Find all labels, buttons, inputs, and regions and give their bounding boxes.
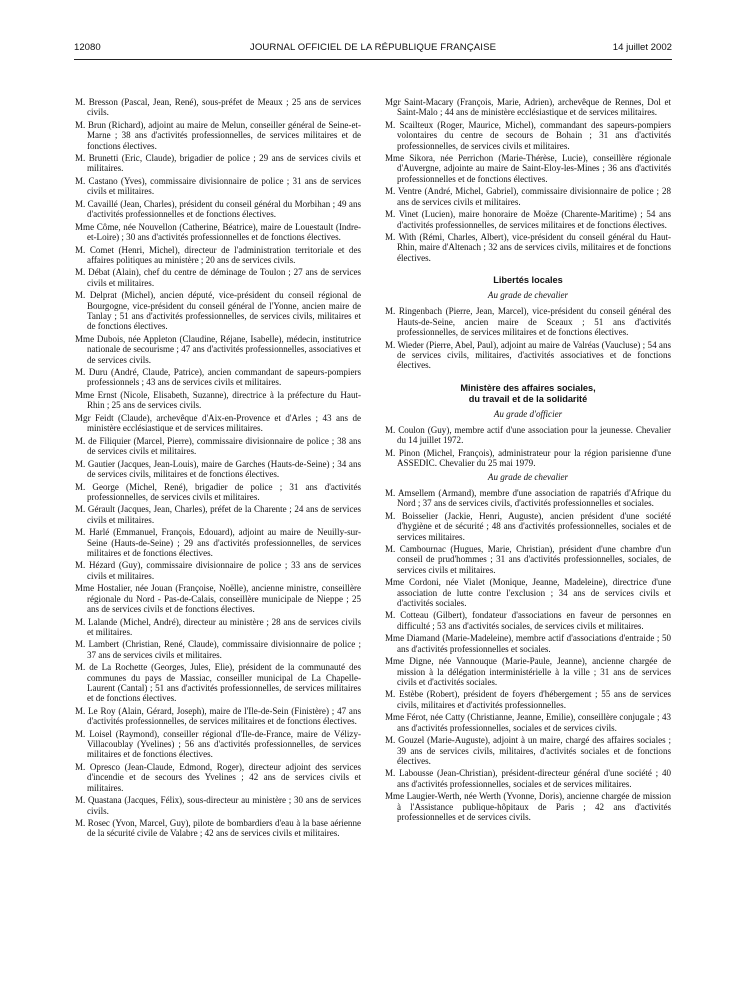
honoree-entry: M. Duru (André, Claude, Patrice), ancien commandant de sapeurs-pompiers professionnels ; 43 ans de services civils et militaires.	[75, 367, 361, 388]
page-number: 12080	[74, 42, 101, 53]
honoree-entry: M. Hézard (Guy), commissaire divisionnaire de police ; 33 ans de services civils et militaires.	[75, 560, 361, 581]
honoree-entry: Mme Cordoni, née Vialet (Monique, Jeanne, Madeleine), directrice d'une association de lutte contre l'exclusion ; 34 ans de services civils et d'activités sociales.	[385, 577, 671, 608]
honoree-entry: M. Coulon (Guy), membre actif d'une association pour la jeunesse. Chevalier du 14 juillet 1972.	[385, 425, 671, 446]
honoree-entry: M. Gérault (Jacques, Jean, Charles), préfet de la Charente ; 24 ans de services civils et militaires.	[75, 504, 361, 525]
honoree-entry: M. Brunetti (Eric, Claude), brigadier de police ; 29 ans de services civils et militaires.	[75, 153, 361, 174]
honoree-entry: M. Loisel (Raymond), conseiller régional d'Ile-de-France, maire de Vélizy-Villacoublay (Yvelines) ; 56 ans d'activités professionnelles, de services militaires et de fonctions électives.	[75, 728, 361, 760]
honoree-entry: Mme Férot, née Catty (Christianne, Jeanne, Emilie), conseillère conjugale ; 43 ans d'activités professionnelles, sociales et de services civils.	[385, 712, 671, 733]
honoree-entry: M. Débat (Alain), chef du centre de déminage de Toulon ; 27 ans de services civils et militaires.	[75, 267, 361, 288]
honoree-entry: M. Gautier (Jacques, Jean-Louis), maire de Garches (Hauts-de-Seine) ; 34 ans de services civils, militaires et de fonctions électives.	[75, 458, 361, 479]
honoree-entry: M. Estèbe (Robert), président de foyers d'hébergement ; 55 ans de services civils, militaires et d'activités professionnelles.	[385, 689, 671, 710]
page-header	[74, 42, 672, 56]
honoree-entry: Mme Diamand (Marie-Madeleine), membre actif d'associations d'entraide ; 50 ans d'activités professionnelles et sociales.	[385, 633, 671, 654]
honoree-entry: M. Comet (Henri, Michel), directeur de l'administration territoriale et des affaires politiques au ministère ; 20 ans de services civils.	[75, 244, 361, 265]
chevalier-entries	[385, 488, 671, 822]
honoree-entry: M. Cambournac (Hugues, Marie, Christian), président d'une chambre d'un conseil de prud'hommes ; 31 ans d'activités professionnelles, sociales, de services civils et militaires.	[385, 544, 671, 575]
section-title-line: Ministère des affaires sociales,	[460, 382, 596, 393]
honoree-entry: M. Cotteau (Gilbert), fondateur d'associations en faveur de personnes en difficulté ; 53 ans d'activités sociales, de services civils et militaires.	[385, 610, 671, 631]
honoree-entry: M. Amsellem (Armand), membre d'une association de rapatriés d'Afrique du Nord ; 37 ans de services civils, d'activités professionnelles et sociales.	[385, 487, 671, 509]
honoree-entry: M. Wieder (Pierre, Abel, Paul), adjoint au maire de Valréas (Vaucluse) ; 54 ans de services civils, militaires, d'activités associatives et de fonctions électives.	[385, 339, 671, 371]
honoree-entry: M. Labousse (Jean-Christian), président-directeur général d'une société ; 40 ans d'activités professionnelles, sociales et de services militaires.	[385, 768, 671, 789]
honoree-entry: M. Vinet (Lucien), maire honoraire de Moëze (Charente-Maritime) ; 54 ans d'activités professionnelles, de services militaires et de fonctions électives.	[385, 209, 671, 230]
honoree-entry: M. Bresson (Pascal, Jean, René), sous-préfet de Meaux ; 25 ans de services civils.	[75, 97, 361, 118]
left-column	[75, 97, 361, 841]
honoree-entry: Mme Hostalier, née Jouan (Françoise, Noëlle), ancienne ministre, conseillère régionale du Nord - Pas-de-Calais, conseillère municipale de Nieppe ; 25 ans de services civils et de fonctions électives.	[75, 583, 361, 615]
honoree-entry: M. Rosec (Yvon, Marcel, Guy), pilote de bombardiers d'eau à la base aérienne de la sécurité civile de Valabre ; 42 ans de services civils et militaires.	[75, 818, 361, 839]
honoree-entry: M. With (Rémi, Charles, Albert), vice-président du conseil général du Haut-Rhin, maire d'Altenach ; 32 ans de services civils, militaires et de fonctions électives.	[385, 232, 671, 263]
honoree-entry: Mme Digne, née Vannouque (Marie-Paule, Jeanne), ancienne chargée de mission à la délégation interministérielle à la ville ; 31 ans de services civils et d'activités sociales.	[385, 656, 671, 687]
grade-heading-chevalier: Au grade de chevalier	[487, 290, 569, 301]
header-rule	[74, 59, 672, 60]
honoree-entry: M. Delprat (Michel), ancien député, vice-président du conseil régional de Bourgogne, vice-président du conseil général de l'Yonne, ancien maire de Tanlay ; 51 ans d'activités professionnelles, de services civils, militaires et de fonctions électives.	[75, 290, 361, 332]
officier-entries	[385, 425, 671, 469]
grade-heading-officier: Au grade d'officier	[493, 408, 563, 419]
honoree-entry: Mme Côme, née Nouvellon (Catherine, Béatrice), maire de Louestault (Indre-et-Loire) ; 30 ans d'activités professionnelles et de fonctions électives.	[75, 221, 361, 243]
section-title-ministere	[385, 383, 671, 405]
honoree-entry: M. Brun (Richard), adjoint au maire de Melun, conseiller général de Seine-et-Marne ; 38 ans d'activités professionnelles, de services militaires et de fonctions électives.	[75, 119, 361, 151]
honoree-entry: M. de La Rochette (Georges, Jules, Elie), président de la communauté des communes du pays de Massiac, conseiller municipal de La Chapelle-Laurent (Cantal) ; 51 ans d'activités professionnelles, de services militaires et de fonctions électives.	[75, 662, 361, 704]
libertes-entries	[385, 306, 671, 370]
honoree-entry: M. Scailteux (Roger, Maurice, Michel), commandant des sapeurs-pompiers volontaires du centre de secours de Bohain ; 31 ans d'activités professionnelles, de services civils et militaires.	[385, 119, 671, 151]
honoree-entry: Mgr Feidt (Claude), archevêque d'Aix-en-Provence et d'Arles ; 43 ans de ministère ecclésiastique et de services militaires.	[75, 412, 361, 434]
section-title-libertes-locales: Libertés locales	[493, 275, 563, 286]
honoree-entry: M. Lalande (Michel, André), directeur au ministère ; 28 ans de services civils et militaires.	[75, 616, 361, 637]
honoree-entry: M. Ringenbach (Pierre, Jean, Marcel), vice-président du conseil général des Hauts-de-Seine, ancien maire de Sceaux ; 51 ans d'activités professionnelles, de services militaires et de fonctions électives.	[385, 306, 671, 338]
honoree-entry: M. Gouzel (Marie-Auguste), adjoint à un maire, chargé des affaires sociales ; 39 ans de services civils, militaires, d'activités sociales et de fonctions électives.	[385, 735, 671, 766]
honoree-entry: M. Castano (Yves), commissaire divisionnaire de police ; 31 ans de services civils et militaires.	[75, 175, 361, 197]
honoree-entry: Mme Sikora, née Perrichon (Marie-Thérèse, Lucie), conseillère régionale d'Auvergne, adjointe au maire de Saint-Eloy-les-Mines ; 36 ans d'activités professionnelles et de fonctions électives.	[385, 153, 671, 184]
honoree-entry: M. Pinon (Michel, François), administrateur pour la région parisienne d'une ASSEDIC. Chevalier du 25 mai 1979.	[385, 447, 671, 469]
honoree-entry: M. Opresco (Jean-Claude, Edmond, Roger), directeur adjoint des services d'incendie et de secours des Yvelines ; 42 ans de services civils et militaires.	[75, 761, 361, 793]
honoree-entry: M. Ventre (André, Michel, Gabriel), commissaire divisionnaire de police ; 28 ans de services civils et militaires.	[385, 186, 671, 207]
issue-date: 14 juillet 2002	[612, 42, 672, 53]
honoree-entry: Mgr Saint-Macary (François, Marie, Adrien), archevêque de Rennes, Dol et Saint-Malo ; 44 ans de ministère ecclésiastique et de services militaires.	[385, 97, 671, 118]
honoree-entry: M. George (Michel, René), brigadier de police ; 31 ans d'activités professionnelles, de services civils et militaires.	[75, 481, 361, 502]
right-column	[385, 97, 671, 825]
honoree-entry: M. Lambert (Christian, René, Claude), commissaire divisionnaire de police ; 37 ans de services civils et militaires.	[75, 639, 361, 660]
honoree-entry: M. de Filiquier (Marcel, Pierre), commissaire divisionnaire de police ; 38 ans de services civils et militaires.	[75, 435, 361, 457]
honoree-entry: M. Harlé (Emmanuel, François, Edouard), adjoint au maire de Neuilly-sur-Seine (Hauts-de-Seine) ; 29 ans d'activités professionnelles, de services militaires et de fonctions électives.	[75, 527, 361, 558]
grade-heading-chevalier: Au grade de chevalier	[487, 471, 569, 482]
section-title-line: du travail et de la solidarité	[468, 393, 588, 404]
honoree-entry: Mme Dubois, née Appleton (Claudine, Réjane, Isabelle), médecin, institutrice nationale de secourisme ; 47 ans d'activités professionnelles, associatives et de services civils.	[75, 333, 361, 365]
honoree-entry: M. Cavaillé (Jean, Charles), président du conseil général du Morbihan ; 49 ans d'activités professionnelles et de fonctions électives.	[75, 198, 361, 220]
honoree-entry: M. Le Roy (Alain, Gérard, Joseph), maire de l'Ile-de-Sein (Finistère) ; 47 ans d'activités professionnelles, de services militaires et de fonctions électives.	[75, 705, 361, 727]
right-top-entries	[385, 97, 671, 263]
honoree-entry: Mme Ernst (Nicole, Elisabeth, Suzanne), directrice à la préfecture du Haut-Rhin ; 25 ans de services civils.	[75, 390, 361, 411]
honoree-entry: M. Boisselier (Jackie, Henri, Auguste), ancien président d'une société d'hygiène et de sécurité ; 48 ans d'activités professionnelles, sociales et de services militaires.	[385, 510, 671, 542]
honoree-entry: Mme Laugier-Werth, née Werth (Yvonne, Doris), ancienne chargée de mission à l'Assistance publique-hôpitaux de Paris ; 42 ans d'activités professionnelles et de services civils.	[385, 791, 671, 822]
journal-title: JOURNAL OFFICIEL DE LA RÉPUBLIQUE FRANÇAISE	[249, 42, 497, 53]
honoree-entry: M. Quastana (Jacques, Félix), sous-directeur au ministère ; 30 ans de services civils.	[75, 795, 361, 816]
